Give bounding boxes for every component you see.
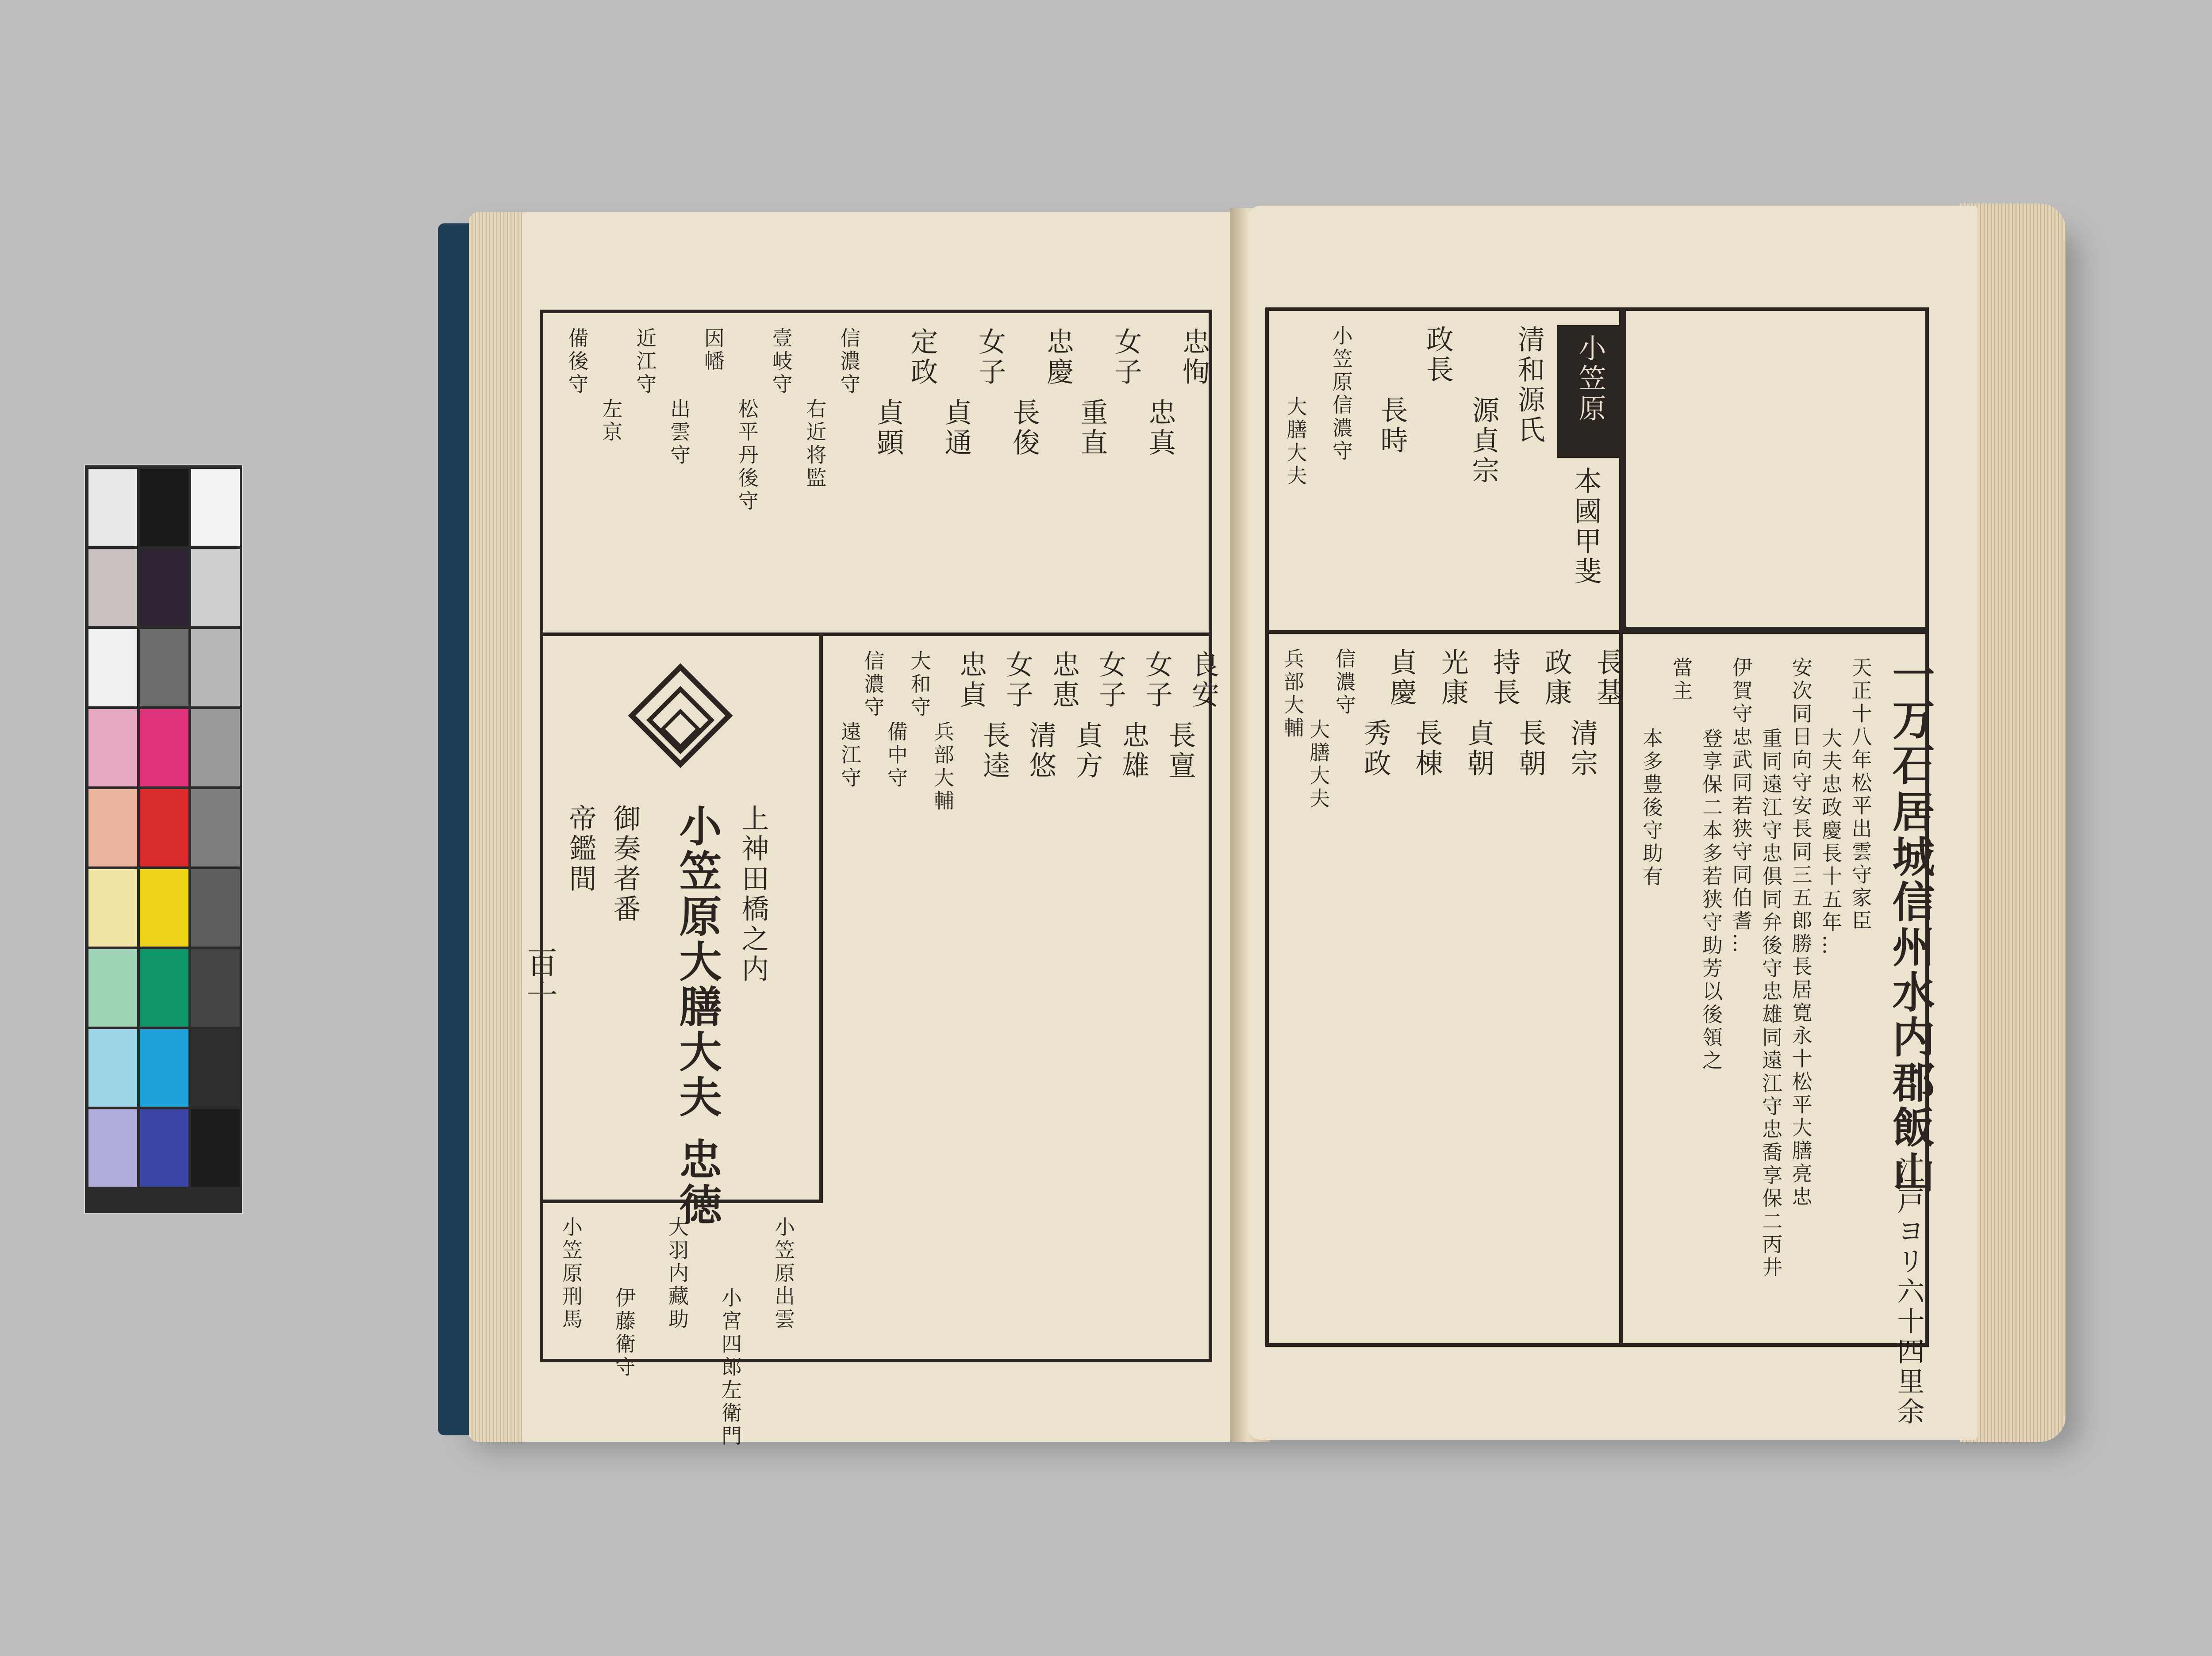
color-patch — [140, 1109, 188, 1187]
family-member: 忠慶 — [1042, 327, 1075, 387]
family-member: 長俊 — [1008, 398, 1041, 458]
color-patch — [191, 549, 240, 626]
color-patch — [88, 709, 137, 786]
divider — [1265, 630, 1929, 634]
color-patch — [191, 1029, 240, 1107]
family-member: 忠貞 — [955, 650, 987, 710]
color-patch — [88, 1109, 137, 1187]
ancestor: 政長 — [1421, 325, 1454, 385]
retainer: 小笠原出雲 — [772, 1216, 795, 1331]
origin: 本國甲斐 — [1570, 467, 1602, 587]
retainer: 小宮四郎左衛門 — [718, 1287, 742, 1448]
court-title: 遠江守 — [837, 721, 862, 790]
column-divider — [1619, 307, 1623, 1347]
ancestor: 貞慶 — [1385, 648, 1417, 708]
retainer: 小笠原刑馬 — [559, 1216, 583, 1331]
ancestor: 長棟 — [1411, 719, 1444, 779]
ancestor: 政康 — [1540, 648, 1573, 708]
ancestor: 光康 — [1436, 648, 1469, 708]
daimyo-box — [540, 632, 823, 1228]
folio-number: 百十 — [522, 947, 558, 1014]
family-member: 忠雄 — [1117, 721, 1150, 781]
blank-box — [1623, 307, 1929, 630]
court-title: 壹岐守 — [769, 327, 793, 396]
history-line: 登享保二本多若狭守助芳以後領之 — [1699, 728, 1724, 1073]
court-title: 兵部大輔 — [1280, 648, 1305, 740]
color-patch — [191, 949, 240, 1027]
color-patch — [88, 549, 137, 626]
history-line: 當主 — [1669, 657, 1694, 703]
family-member: 定政 — [906, 327, 938, 387]
color-patch — [191, 789, 240, 866]
family-member: 女子 — [1094, 650, 1127, 710]
court-title: 右近将監 — [803, 398, 827, 490]
family-member: 長亶 — [1164, 721, 1196, 781]
color-patch — [88, 869, 137, 947]
lower-genealogy — [1274, 639, 1624, 1338]
left-page — [522, 212, 1252, 1448]
history-text — [1632, 648, 1871, 1338]
ancestor: 清宗 — [1566, 719, 1598, 779]
family-member: 重直 — [1076, 398, 1109, 458]
office-note-1: 御奏者番 — [609, 804, 641, 924]
color-patch — [140, 949, 188, 1027]
family-member: 長逵 — [978, 721, 1010, 781]
color-patch — [88, 629, 137, 706]
family-member: 貞通 — [940, 398, 972, 458]
color-patch — [140, 549, 188, 626]
residence: 上神田橋之内 — [737, 804, 769, 985]
color-patch — [88, 1029, 137, 1107]
court-title: 大和守 — [907, 650, 932, 719]
clan-label: 小笠原 — [1574, 334, 1606, 424]
color-checker-card — [84, 464, 243, 1214]
ancestor: 清和源氏 — [1513, 325, 1546, 445]
court-title: 左京 — [599, 398, 623, 444]
ancestor: 持長 — [1488, 648, 1521, 708]
upper-genealogy — [557, 318, 1210, 628]
family-member: 清悠 — [1024, 721, 1057, 781]
court-title: 大膳大夫 — [1306, 719, 1331, 811]
lower-genealogy — [832, 641, 1220, 1349]
history-line: 安次同日向守安長同三五郎勝長居寛永十松平大膳亮忠 — [1789, 657, 1813, 1209]
court-title: 信濃守 — [1332, 648, 1356, 717]
family-member: 女子 — [974, 327, 1006, 387]
color-patch — [191, 709, 240, 786]
color-patch — [140, 869, 188, 947]
history-line: 本多豊後守助有 — [1640, 728, 1664, 889]
color-patch — [140, 1029, 188, 1107]
family-member: 女子 — [1141, 650, 1173, 710]
color-patch — [191, 629, 240, 706]
history-line: 伊賀守忠武同若狭守同伯耆… — [1729, 657, 1753, 956]
family-crest-icon — [596, 663, 764, 795]
history-line: 大夫忠政慶長十五年… — [1819, 728, 1843, 958]
court-title: 兵部大輔 — [930, 721, 955, 813]
court-title: 信濃守 — [837, 327, 861, 396]
color-patch — [140, 629, 188, 706]
court-title: 小笠原信濃守 — [1329, 325, 1353, 463]
color-patch — [140, 789, 188, 866]
retainer: 伊藤衛守 — [612, 1287, 636, 1379]
court-title: 大膳大夫 — [1283, 396, 1308, 488]
family-member: 忠真 — [1144, 398, 1176, 458]
color-patch — [140, 469, 188, 546]
court-title: 備中守 — [884, 721, 908, 790]
history-line: 天正十八年松平出雲守家臣 — [1848, 657, 1873, 933]
color-patch — [88, 469, 137, 546]
history-line: 重同遠江守忠倶同弁後守忠雄同遠江守忠喬享保二丙井 — [1759, 728, 1783, 1280]
retainer-list — [549, 1208, 814, 1448]
court-title: 出雲守 — [667, 398, 691, 467]
family-member: 良安 — [1187, 650, 1220, 710]
right-page — [1248, 206, 1978, 1440]
family-member: 女子 — [1001, 650, 1034, 710]
family-member: 貞顕 — [872, 398, 905, 458]
stipend: 一万石 — [1886, 652, 1936, 788]
court-title: 近江守 — [633, 327, 657, 396]
court-title: 松平丹後守 — [735, 398, 759, 513]
ancestor: 秀政 — [1359, 719, 1392, 779]
court-title: 信濃守 — [861, 650, 885, 719]
ancestor: 長朝 — [1514, 719, 1547, 779]
color-patch — [191, 869, 240, 947]
family-member: 貞方 — [1071, 721, 1103, 781]
office-note-0: 帝鑑間 — [565, 804, 597, 894]
color-patch — [191, 469, 240, 546]
ancestor: 貞朝 — [1463, 719, 1495, 779]
color-patch — [140, 709, 188, 786]
family-member: 女子 — [1110, 327, 1142, 387]
ancestor: 源貞宗 — [1467, 396, 1500, 486]
daimyo-name: 小笠原大膳大夫 忠徳 — [672, 804, 722, 1228]
family-member: 忠恵 — [1048, 650, 1080, 710]
castle: 居城信州水内郡飯山 — [1886, 790, 1936, 1196]
color-patch — [191, 1109, 240, 1187]
clan-label-box — [1557, 325, 1619, 458]
family-member: 忠恂 — [1178, 327, 1210, 387]
court-title: 因幡 — [701, 327, 725, 373]
ancestor: 長時 — [1376, 396, 1409, 456]
distance: 江戸ヨリ六十四里余 — [1893, 1157, 1925, 1427]
color-patch — [88, 949, 137, 1027]
court-title: 備後守 — [565, 327, 589, 396]
color-patch — [88, 789, 137, 866]
ancestor: 長基 — [1592, 648, 1624, 708]
upper-genealogy — [1274, 316, 1548, 626]
retainer: 大羽内藏助 — [665, 1216, 689, 1331]
